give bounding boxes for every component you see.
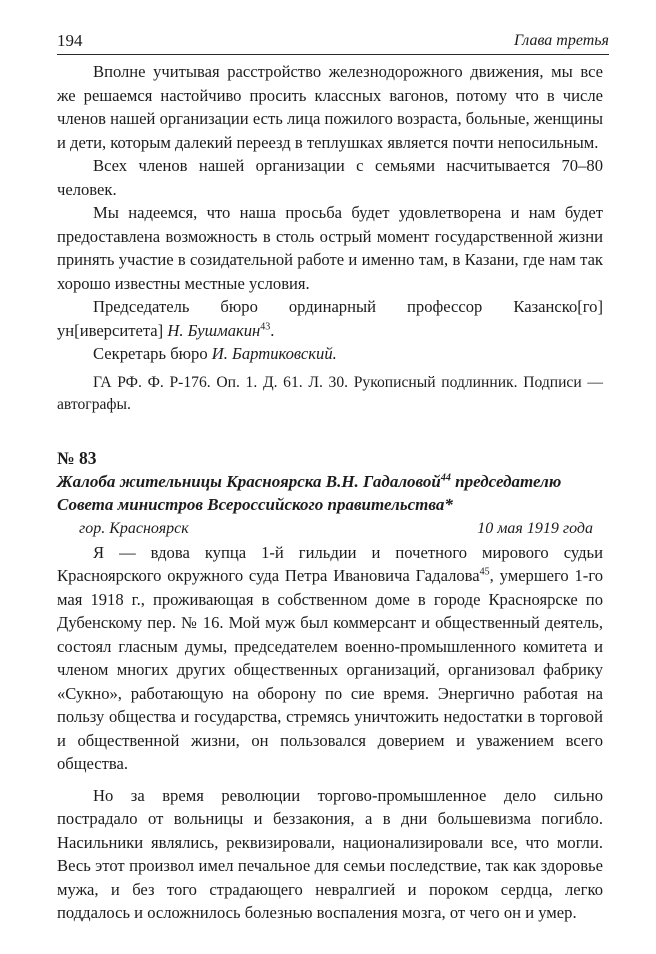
place-date-line [57,517,603,541]
signature-secretary-name: И. Бартиковский. [211,344,337,363]
document-title [57,470,603,517]
signature-chairman-text: Председатель бюро ординарный профессор Казанско[го] ун[иверситета] [57,297,603,340]
signature-chairman-end: . [270,320,275,340]
signature-secretary [57,342,603,366]
chapter-title: Глава третья [514,32,609,49]
document-title-part1: Жалоба жительницы Красноярска В.Н. Гадаловой [57,471,441,491]
page-content [57,60,603,925]
document-paragraph-1-start: Я — вдова купца 1-й гильдии и почетного мирового судьи Красноярского окружного суда Петра Ивановича Гадалова [57,542,603,585]
signature-chairman-name: Н. Бушмакин [167,320,261,340]
body-paragraph-2: Всех членов нашей организации с семьями насчитывается 70–80 человек. [57,156,603,199]
paragraph-gap [57,776,603,784]
signature-chairman [57,295,603,342]
archive-source: ГА РФ. Ф. Р-176. Оп. 1. Д. 61. Л. 30. Рукописный подлинник. Подписи — автографы. [57,373,603,413]
document-title-part2: председателю Совета министров Всероссийского правительства* [57,471,562,514]
document-number: № 83 [57,447,97,468]
page-number: 194 [57,31,83,50]
document-place: гор. Красноярск [79,519,189,537]
document-paragraph-1 [57,541,603,776]
document-date: 10 мая 1919 года [477,519,593,537]
footnote-ref-45[interactable]: 45 [479,566,490,578]
footnote-ref-43[interactable]: 43 [260,320,271,332]
body-paragraph-1: Вполне учитывая расстройство железнодорожного движения, мы все же решаемся настойчиво просить классных вагонов, потому что в числе членов нашей организации есть лица пожилого возраста, больные, женщины и дети, которым далекий переезд в теплушках является почти непосильным. [57,62,603,152]
footnote-ref-44[interactable]: 44 [440,471,451,483]
document-paragraph-1-rest: , умершего 1-го мая 1918 г., проживающая в собственном доме в городе Красноярске по Дубенскому пер. № 16. Мой муж был коммерсант и общественный деятель, состоял гласным думы, председателем военно-промышленного комитета и членом многих других общественных организаций, организовал фабрику «Сукно», работающую на оборону по сие время. Энергично работая на пользу общества и государства, стремясь уничтожить недостатки в торговой и общественной жизни, он пользовался доверием и уважением всего общества. [57,566,604,773]
document-paragraph-2: Но за время революции торгово-промышленное дело сильно пострадало от вольницы и беззакония, а в дни большевизма погибло. Насильники являлись, реквизировали, национализировали все, что могли. Весь этот произвол имел печальное для семьи последствие, так как здоровье мужа, и без того страдающего невралгией и пороком сердца, легко поддалось и осложнилось болезнью воспаления мозга, от чего он и умер. [57,785,603,922]
signature-secretary-text: Секретарь бюро [93,344,212,363]
body-paragraph-3: Мы надеемся, что наша просьба будет удовлетворена и нам будет предоставлена возможность в столь острый момент государственной жизни принять участие в созидательной работе и именно там, в Казани, где нам так хорошо известны местные условия. [57,203,603,293]
page-header [57,30,609,55]
